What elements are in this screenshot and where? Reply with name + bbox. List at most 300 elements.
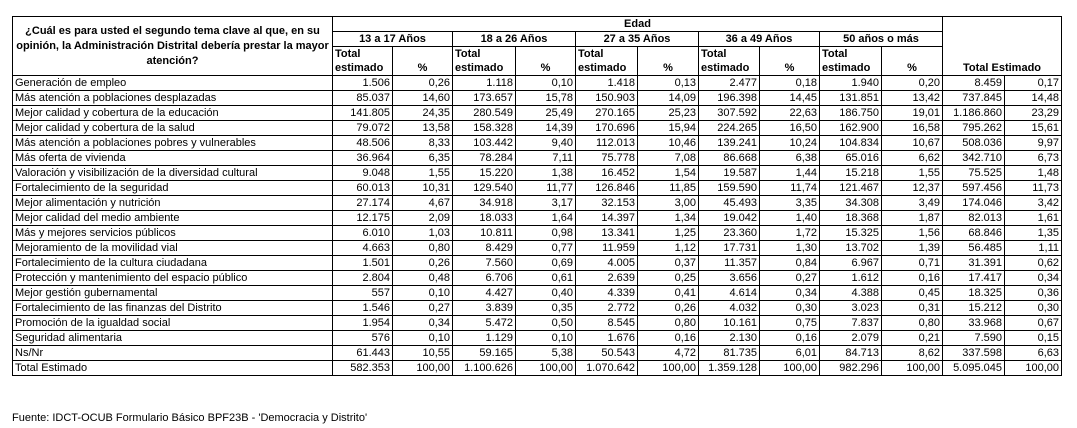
percent-cell: 0,10 — [393, 331, 453, 346]
age-group-header: 27 a 35 Años — [576, 32, 699, 47]
total-cell: 1.954 — [333, 316, 393, 331]
total-cell: 2.772 — [576, 301, 638, 316]
percent-cell: 0,37 — [638, 256, 699, 271]
percent-cell: 0,80 — [882, 316, 943, 331]
total-cell: 1.506 — [333, 76, 393, 91]
total-cell: 2.130 — [699, 331, 760, 346]
percent-cell: 4,72 — [638, 346, 699, 361]
total-cell: 27.174 — [333, 196, 393, 211]
total-cell: 173.657 — [453, 91, 516, 106]
total-cell: 270.165 — [576, 106, 638, 121]
percent-cell: 0,15 — [1005, 331, 1062, 346]
percent-cell: 1,72 — [760, 226, 820, 241]
age-group-header: 13 a 17 Años — [333, 32, 453, 47]
table-row — [13, 271, 1062, 286]
percent-cell: 15,61 — [1005, 121, 1062, 136]
percent-cell: 0,35 — [516, 301, 576, 316]
total-cell: 11.357 — [699, 256, 760, 271]
total-cell: 23.360 — [699, 226, 760, 241]
total-cell: 162.900 — [820, 121, 882, 136]
percent-cell: 14,45 — [760, 91, 820, 106]
table-body — [13, 76, 1062, 376]
percent-cell: 1,35 — [1005, 226, 1062, 241]
total-cell: 982.296 — [820, 361, 882, 376]
percent-cell: 0,34 — [760, 286, 820, 301]
percent-cell: 12,37 — [882, 181, 943, 196]
row-label: Generación de empleo — [13, 76, 333, 91]
row-label: Total Estimado — [13, 361, 333, 376]
total-cell: 4.032 — [699, 301, 760, 316]
total-cell: 557 — [333, 286, 393, 301]
percent-cell: 100,00 — [516, 361, 576, 376]
table-row — [13, 76, 1062, 91]
table-row — [13, 211, 1062, 226]
row-label: Fortalecimiento de las finanzas del Distrito — [13, 301, 333, 316]
total-cell: 36.964 — [333, 151, 393, 166]
total-cell: 1.186.860 — [943, 106, 1005, 121]
percent-cell: 0,41 — [638, 286, 699, 301]
percent-cell: 0,75 — [760, 316, 820, 331]
total-cell: 61.443 — [333, 346, 393, 361]
total-cell: 31.391 — [943, 256, 1005, 271]
total-cell: 3.023 — [820, 301, 882, 316]
percent-cell: 0,34 — [1005, 271, 1062, 286]
total-cell: 4.427 — [453, 286, 516, 301]
percent-cell: 0,45 — [882, 286, 943, 301]
row-label: Mejor alimentación y nutrición — [13, 196, 333, 211]
total-cell: 1.100.626 — [453, 361, 516, 376]
total-cell: 10.161 — [699, 316, 760, 331]
total-cell: 5.472 — [453, 316, 516, 331]
percent-cell: 14,60 — [393, 91, 453, 106]
total-cell: 112.013 — [576, 136, 638, 151]
total-cell: 103.442 — [453, 136, 516, 151]
total-cell: 56.485 — [943, 241, 1005, 256]
percent-cell: 8,62 — [882, 346, 943, 361]
percent-cell: 24,35 — [393, 106, 453, 121]
total-cell: 508.036 — [943, 136, 1005, 151]
percent-cell: 3,49 — [882, 196, 943, 211]
total-cell: 16.452 — [576, 166, 638, 181]
percent-cell: 2,09 — [393, 211, 453, 226]
total-cell: 337.598 — [943, 346, 1005, 361]
percent-cell: 10,31 — [393, 181, 453, 196]
table-row — [13, 91, 1062, 106]
total-cell: 75.525 — [943, 166, 1005, 181]
percent-cell: 8,33 — [393, 136, 453, 151]
total-cell: 78.284 — [453, 151, 516, 166]
total-cell: 79.072 — [333, 121, 393, 136]
total-cell: 3.839 — [453, 301, 516, 316]
percent-cell: 1,34 — [638, 211, 699, 226]
percent-cell: 0,26 — [393, 256, 453, 271]
percent-cell: 16,50 — [760, 121, 820, 136]
percent-cell: 0,36 — [1005, 286, 1062, 301]
total-cell: 1.940 — [820, 76, 882, 91]
total-cell: 13.341 — [576, 226, 638, 241]
percent-cell: 0,69 — [516, 256, 576, 271]
percent-cell: 0,62 — [1005, 256, 1062, 271]
percent-cell: 0,80 — [638, 316, 699, 331]
percent-cell: 100,00 — [760, 361, 820, 376]
age-header: Edad — [333, 17, 943, 32]
percent-cell: 11,73 — [1005, 181, 1062, 196]
total-cell: 1.118 — [453, 76, 516, 91]
total-cell: 17.417 — [943, 271, 1005, 286]
percent-cell: 11,77 — [516, 181, 576, 196]
percent-cell: 14,09 — [638, 91, 699, 106]
percent-cell: 10,55 — [393, 346, 453, 361]
percent-cell: 100,00 — [1005, 361, 1062, 376]
total-cell: 50.543 — [576, 346, 638, 361]
percent-cell: 15,94 — [638, 121, 699, 136]
table-row — [13, 166, 1062, 181]
total-cell: 170.696 — [576, 121, 638, 136]
grand-total-header: Total Estimado — [943, 17, 1062, 76]
percent-cell: 100,00 — [638, 361, 699, 376]
total-cell: 15.325 — [820, 226, 882, 241]
percent-cell: 1,55 — [393, 166, 453, 181]
total-cell: 48.506 — [333, 136, 393, 151]
percent-cell: 1,38 — [516, 166, 576, 181]
total-cell: 4.614 — [699, 286, 760, 301]
total-cell: 13.702 — [820, 241, 882, 256]
percent-cell: 1,54 — [638, 166, 699, 181]
total-cell: 19.042 — [699, 211, 760, 226]
total-cell: 65.016 — [820, 151, 882, 166]
percent-cell: 23,29 — [1005, 106, 1062, 121]
percent-cell: 0,48 — [393, 271, 453, 286]
total-cell: 32.153 — [576, 196, 638, 211]
total-cell: 1.612 — [820, 271, 882, 286]
col-pct-header: % — [393, 47, 453, 76]
total-cell: 224.265 — [699, 121, 760, 136]
table-row — [13, 106, 1062, 121]
percent-cell: 0,26 — [393, 76, 453, 91]
total-cell: 6.967 — [820, 256, 882, 271]
total-cell: 34.918 — [453, 196, 516, 211]
total-cell: 4.388 — [820, 286, 882, 301]
total-cell: 158.328 — [453, 121, 516, 136]
total-cell: 6.010 — [333, 226, 393, 241]
percent-cell: 13,58 — [393, 121, 453, 136]
percent-cell: 10,24 — [760, 136, 820, 151]
percent-cell: 0,61 — [516, 271, 576, 286]
percent-cell: 6,62 — [882, 151, 943, 166]
percent-cell: 25,49 — [516, 106, 576, 121]
total-cell: 1.129 — [453, 331, 516, 346]
row-label: Fortalecimiento de la cultura ciudadana — [13, 256, 333, 271]
percent-cell: 0,10 — [516, 331, 576, 346]
row-label: Más oferta de vivienda — [13, 151, 333, 166]
percent-cell: 0,50 — [516, 316, 576, 331]
total-cell: 19.587 — [699, 166, 760, 181]
percent-cell: 0,18 — [760, 76, 820, 91]
percent-cell: 1,87 — [882, 211, 943, 226]
percent-cell: 10,46 — [638, 136, 699, 151]
percent-cell: 0,67 — [1005, 316, 1062, 331]
total-cell: 15.212 — [943, 301, 1005, 316]
percent-cell: 1,03 — [393, 226, 453, 241]
total-cell: 14.397 — [576, 211, 638, 226]
percent-cell: 0,27 — [393, 301, 453, 316]
total-cell: 7.837 — [820, 316, 882, 331]
percent-cell: 9,40 — [516, 136, 576, 151]
percent-cell: 7,08 — [638, 151, 699, 166]
percent-cell: 25,23 — [638, 106, 699, 121]
total-cell: 342.710 — [943, 151, 1005, 166]
total-cell: 8.429 — [453, 241, 516, 256]
total-cell: 597.456 — [943, 181, 1005, 196]
col-total-header: Total estimado — [453, 47, 516, 76]
percent-cell: 1,44 — [760, 166, 820, 181]
percent-cell: 11,74 — [760, 181, 820, 196]
percent-cell: 1,56 — [882, 226, 943, 241]
percent-cell: 0,13 — [638, 76, 699, 91]
total-cell: 307.592 — [699, 106, 760, 121]
total-cell: 10.811 — [453, 226, 516, 241]
total-cell: 2.477 — [699, 76, 760, 91]
percent-cell: 3,35 — [760, 196, 820, 211]
total-cell: 7.560 — [453, 256, 516, 271]
percent-cell: 1,11 — [1005, 241, 1062, 256]
percent-cell: 1,12 — [638, 241, 699, 256]
percent-cell: 0,30 — [1005, 301, 1062, 316]
row-label: Ns/Nr — [13, 346, 333, 361]
col-pct-header: % — [760, 47, 820, 76]
percent-cell: 6,73 — [1005, 151, 1062, 166]
percent-cell: 0,71 — [882, 256, 943, 271]
percent-cell: 1,61 — [1005, 211, 1062, 226]
total-cell: 280.549 — [453, 106, 516, 121]
total-cell: 15.220 — [453, 166, 516, 181]
table-row — [13, 241, 1062, 256]
percent-cell: 7,11 — [516, 151, 576, 166]
total-cell: 85.037 — [333, 91, 393, 106]
total-cell: 582.353 — [333, 361, 393, 376]
total-cell: 84.713 — [820, 346, 882, 361]
percent-cell: 0,20 — [882, 76, 943, 91]
percent-cell: 19,01 — [882, 106, 943, 121]
total-cell: 1.501 — [333, 256, 393, 271]
total-cell: 15.218 — [820, 166, 882, 181]
total-cell: 174.046 — [943, 196, 1005, 211]
total-cell: 104.834 — [820, 136, 882, 151]
row-label: Más y mejores servicios públicos — [13, 226, 333, 241]
total-cell: 18.325 — [943, 286, 1005, 301]
total-cell: 75.778 — [576, 151, 638, 166]
percent-cell: 3,17 — [516, 196, 576, 211]
total-cell: 6.706 — [453, 271, 516, 286]
total-cell: 2.804 — [333, 271, 393, 286]
percent-cell: 14,39 — [516, 121, 576, 136]
percent-cell: 0,10 — [516, 76, 576, 91]
total-cell: 141.805 — [333, 106, 393, 121]
row-label: Mejor calidad y cobertura de la educación — [13, 106, 333, 121]
percent-cell: 1,39 — [882, 241, 943, 256]
percent-cell: 1,64 — [516, 211, 576, 226]
total-cell: 4.339 — [576, 286, 638, 301]
total-cell: 2.639 — [576, 271, 638, 286]
percent-cell: 0,16 — [760, 331, 820, 346]
total-cell: 45.493 — [699, 196, 760, 211]
percent-cell: 0,27 — [760, 271, 820, 286]
total-cell: 1.676 — [576, 331, 638, 346]
percent-cell: 9,97 — [1005, 136, 1062, 151]
total-cell: 4.005 — [576, 256, 638, 271]
percent-cell: 10,67 — [882, 136, 943, 151]
table-row — [13, 361, 1062, 376]
total-cell: 1.418 — [576, 76, 638, 91]
total-cell: 12.175 — [333, 211, 393, 226]
table-container — [12, 16, 1062, 376]
total-cell: 7.590 — [943, 331, 1005, 346]
col-total-header: Total estimado — [576, 47, 638, 76]
total-cell: 33.968 — [943, 316, 1005, 331]
percent-cell: 3,00 — [638, 196, 699, 211]
percent-cell: 16,58 — [882, 121, 943, 136]
percent-cell: 0,16 — [638, 331, 699, 346]
percent-cell: 14,48 — [1005, 91, 1062, 106]
col-total-header: Total estimado — [699, 47, 760, 76]
row-label: Mejor gestión gubernamental — [13, 286, 333, 301]
percent-cell: 0,25 — [638, 271, 699, 286]
col-pct-header: % — [516, 47, 576, 76]
total-cell: 18.033 — [453, 211, 516, 226]
age-group-header: 50 años o más — [820, 32, 943, 47]
total-cell: 59.165 — [453, 346, 516, 361]
table-row — [13, 136, 1062, 151]
total-cell: 8.459 — [943, 76, 1005, 91]
row-label: Valoración y visibilización de la diversidad cultural — [13, 166, 333, 181]
table-row — [13, 316, 1062, 331]
percent-cell: 1,30 — [760, 241, 820, 256]
survey-table — [12, 16, 1062, 376]
total-cell: 5.095.045 — [943, 361, 1005, 376]
percent-cell: 6,35 — [393, 151, 453, 166]
table-row — [13, 151, 1062, 166]
row-label: Mejor calidad del medio ambiente — [13, 211, 333, 226]
percent-cell: 0,10 — [393, 286, 453, 301]
total-cell: 17.731 — [699, 241, 760, 256]
total-cell: 131.851 — [820, 91, 882, 106]
total-cell: 3.656 — [699, 271, 760, 286]
percent-cell: 6,63 — [1005, 346, 1062, 361]
percent-cell: 1,55 — [882, 166, 943, 181]
percent-cell: 3,42 — [1005, 196, 1062, 211]
row-label: Promoción de la igualdad social — [13, 316, 333, 331]
percent-cell: 15,78 — [516, 91, 576, 106]
percent-cell: 0,40 — [516, 286, 576, 301]
percent-cell: 100,00 — [393, 361, 453, 376]
row-label: Mejoramiento de la movilidad vial — [13, 241, 333, 256]
total-cell: 126.846 — [576, 181, 638, 196]
percent-cell: 0,84 — [760, 256, 820, 271]
col-total-header: Total estimado — [820, 47, 882, 76]
percent-cell: 4,67 — [393, 196, 453, 211]
source-note: Fuente: IDCT-OCUB Formulario Básico BPF23B - 'Democracia y Distrito' — [12, 412, 368, 424]
col-total-header: Total estimado — [333, 47, 393, 76]
total-cell: 129.540 — [453, 181, 516, 196]
total-cell: 4.663 — [333, 241, 393, 256]
percent-cell: 1,48 — [1005, 166, 1062, 181]
percent-cell: 1,25 — [638, 226, 699, 241]
total-cell: 576 — [333, 331, 393, 346]
total-cell: 795.262 — [943, 121, 1005, 136]
percent-cell: 0,26 — [638, 301, 699, 316]
total-cell: 60.013 — [333, 181, 393, 196]
total-cell: 196.398 — [699, 91, 760, 106]
percent-cell: 1,40 — [760, 211, 820, 226]
percent-cell: 0,80 — [393, 241, 453, 256]
table-row — [13, 181, 1062, 196]
total-cell: 1.070.642 — [576, 361, 638, 376]
percent-cell: 6,38 — [760, 151, 820, 166]
total-cell: 121.467 — [820, 181, 882, 196]
total-cell: 81.735 — [699, 346, 760, 361]
row-label: Seguridad alimentaria — [13, 331, 333, 346]
total-cell: 8.545 — [576, 316, 638, 331]
total-cell: 82.013 — [943, 211, 1005, 226]
row-label: Más atención a poblaciones desplazadas — [13, 91, 333, 106]
percent-cell: 100,00 — [882, 361, 943, 376]
total-cell: 86.668 — [699, 151, 760, 166]
total-cell: 18.368 — [820, 211, 882, 226]
table-row — [13, 346, 1062, 361]
percent-cell: 13,42 — [882, 91, 943, 106]
percent-cell: 0,98 — [516, 226, 576, 241]
percent-cell: 11,85 — [638, 181, 699, 196]
total-cell: 34.308 — [820, 196, 882, 211]
total-cell: 737.845 — [943, 91, 1005, 106]
percent-cell: 5,38 — [516, 346, 576, 361]
percent-cell: 0,77 — [516, 241, 576, 256]
total-cell: 68.846 — [943, 226, 1005, 241]
row-label: Protección y mantenimiento del espacio público — [13, 271, 333, 286]
table-row — [13, 286, 1062, 301]
row-label: Mejor calidad y cobertura de la salud — [13, 121, 333, 136]
total-cell: 186.750 — [820, 106, 882, 121]
col-pct-header: % — [882, 47, 943, 76]
percent-cell: 0,31 — [882, 301, 943, 316]
percent-cell: 6,01 — [760, 346, 820, 361]
total-cell: 9.048 — [333, 166, 393, 181]
percent-cell: 0,21 — [882, 331, 943, 346]
total-cell: 11.959 — [576, 241, 638, 256]
total-cell: 2.079 — [820, 331, 882, 346]
percent-cell: 0,17 — [1005, 76, 1062, 91]
percent-cell: 22,63 — [760, 106, 820, 121]
percent-cell: 0,34 — [393, 316, 453, 331]
table-row — [13, 331, 1062, 346]
total-cell: 139.241 — [699, 136, 760, 151]
row-label: Fortalecimiento de la seguridad — [13, 181, 333, 196]
col-pct-header: % — [638, 47, 699, 76]
age-group-header: 36 a 49 Años — [699, 32, 820, 47]
total-cell: 159.590 — [699, 181, 760, 196]
table-row — [13, 301, 1062, 316]
table-row — [13, 226, 1062, 241]
percent-cell: 0,30 — [760, 301, 820, 316]
age-group-header: 18 a 26 Años — [453, 32, 576, 47]
total-cell: 150.903 — [576, 91, 638, 106]
total-cell: 1.359.128 — [699, 361, 760, 376]
table-row — [13, 196, 1062, 211]
table-row — [13, 256, 1062, 271]
row-label: Más atención a poblaciones pobres y vulnerables — [13, 136, 333, 151]
question-header: ¿Cuál es para usted el segundo tema clave al que, en su opinión, la Administración Distrital debería prestar la mayor atención? — [13, 17, 333, 76]
table-row — [13, 121, 1062, 136]
